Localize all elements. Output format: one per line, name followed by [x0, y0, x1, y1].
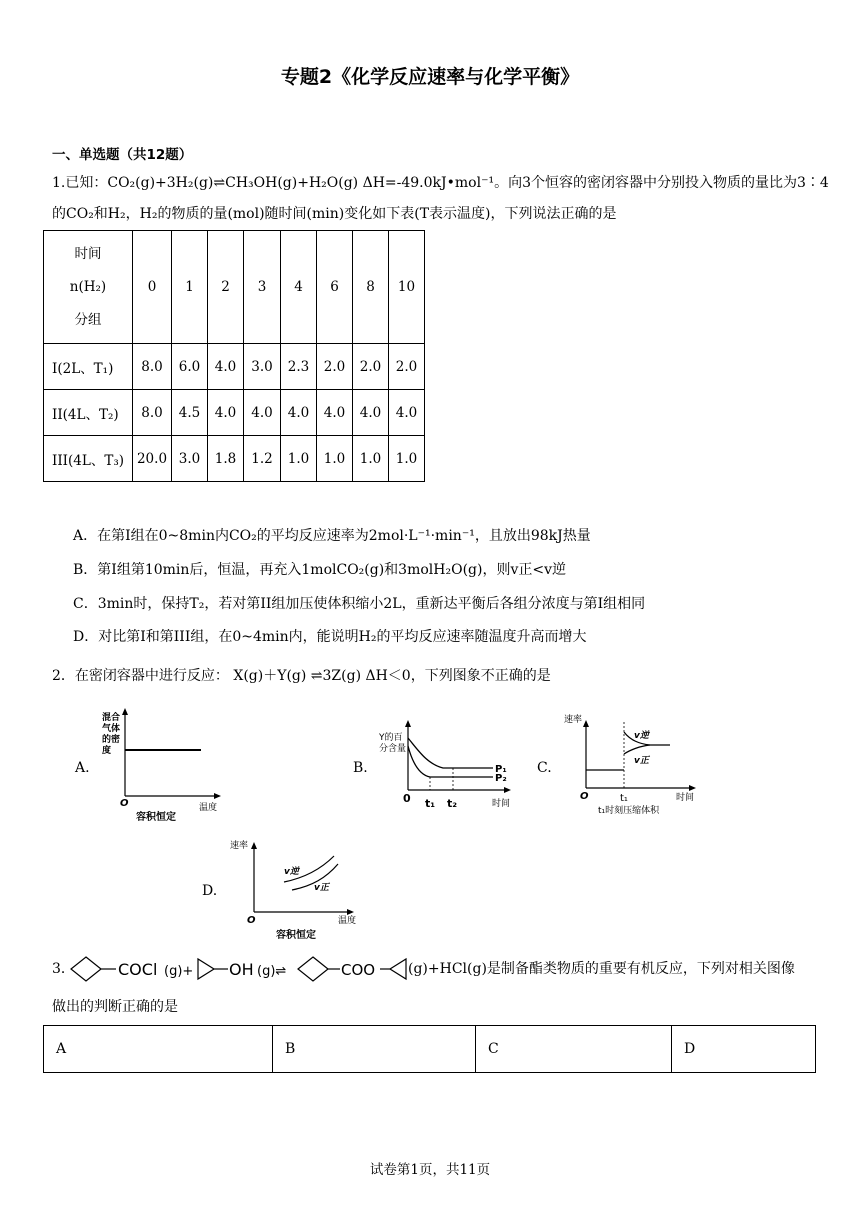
choice-cell-c: C	[476, 1026, 672, 1073]
table-cell: 3.0	[172, 436, 208, 482]
graph-d-xlabel: 温度	[338, 916, 357, 926]
q2-label-b: B.	[353, 760, 368, 776]
graph-b-origin: 0	[403, 792, 411, 805]
table-cell: 1.0	[353, 436, 389, 482]
q2-stem: 2．在密闭容器中进行反应： X(g)＋Y(g) ⇌3Z(g) ΔH＜0，下列图象不正确的是	[52, 668, 551, 684]
q3-formula-e: COO	[341, 961, 376, 979]
cyclopropyl-ring-icon	[198, 959, 214, 979]
graph-d-vrev: v逆	[284, 867, 299, 877]
graph-a-origin: O	[120, 798, 129, 809]
choice-cell-d: D	[672, 1026, 816, 1073]
q3-stem-line2: 做出的判断正确的是	[52, 999, 178, 1015]
graph-b-t2: t₂	[447, 797, 458, 810]
q3-stem-tail: (g)+HCl(g)是制备酯类物质的重要有机反应，下列对相关图像	[408, 961, 795, 977]
time-cell: 8	[353, 231, 389, 344]
graph-b-t1: t₁	[425, 797, 436, 810]
table-cell: 2.3	[281, 344, 317, 390]
table-cell: 1.0	[389, 436, 425, 482]
table-cell: 8.0	[133, 344, 172, 390]
q3-formula-d: (g)⇌	[257, 964, 287, 979]
table-cell: 4.0	[208, 344, 244, 390]
time-cell: 1	[172, 231, 208, 344]
table-cell: 2.0	[317, 344, 353, 390]
graph-a-ylabel-1: 混合	[102, 713, 121, 723]
q3-choice-table	[43, 1025, 816, 1073]
table-cell: 3.0	[244, 344, 281, 390]
q1-option-a: A．在第I组在0~8min内CO₂的平均反应速率为2mol·L⁻¹·min⁻¹，且放出98kJ热量	[73, 528, 591, 544]
table-cell: 1.2	[244, 436, 281, 482]
row-label: II(4L、T₂)	[44, 390, 133, 436]
table-cell: 8.0	[133, 390, 172, 436]
row-label: III(4L、T₃)	[44, 436, 133, 482]
q2-graph-b	[375, 720, 525, 815]
q2-label-d: D.	[202, 883, 218, 899]
header-group: 分组	[74, 311, 102, 328]
q1-data-table	[43, 230, 425, 482]
graph-c-ylabel: 速率	[564, 715, 583, 725]
cyclobutyl-ring-icon	[71, 957, 101, 981]
graph-c-origin: O	[580, 791, 589, 802]
graph-c-t1: t₁	[620, 793, 628, 804]
graph-a-xlabel: 温度	[199, 803, 218, 813]
q3-formula-c: OH	[229, 960, 254, 979]
table-cell: 4.0	[317, 390, 353, 436]
graph-d-caption: 容积恒定	[276, 930, 316, 941]
q3-formula-b: (g)+	[164, 964, 194, 979]
time-cell: 2	[208, 231, 244, 344]
table-row	[44, 344, 425, 390]
graph-c-vfwd: v正	[634, 756, 649, 766]
table-cell: 1.0	[317, 436, 353, 482]
q2-graph-d	[226, 832, 366, 944]
q2-label-c: C.	[537, 760, 552, 776]
section-heading: 一、单选题（共12题）	[52, 147, 193, 163]
choice-cell-a: A	[44, 1026, 273, 1073]
graph-c-caption: t₁时刻压缩体积	[598, 806, 660, 816]
q1-option-b: B．第I组第10min后，恒温，再充入1molCO₂(g)和3molH₂O(g)，则v正<v逆	[73, 562, 566, 578]
time-cell: 6	[317, 231, 353, 344]
table-cell: 4.0	[353, 390, 389, 436]
graph-d-ylabel: 速率	[230, 841, 249, 851]
page-title: 专题2《化学反应速率与化学平衡》	[280, 66, 580, 88]
graph-d-origin: O	[247, 915, 256, 926]
time-cell: 3	[244, 231, 281, 344]
time-cell: 4	[281, 231, 317, 344]
table-cell: 4.0	[208, 390, 244, 436]
table-cell: 1.0	[281, 436, 317, 482]
q1-stem-line2: 的CO₂和H₂，H₂的物质的量(mol)随时间(min)变化如下表(T表示温度)，下列说法正确的是	[52, 206, 617, 222]
time-cell: 0	[133, 231, 172, 344]
table-cell: 1.8	[208, 436, 244, 482]
graph-c-xlabel: 时间	[676, 793, 695, 803]
table-cell: 4.5	[172, 390, 208, 436]
q3-formula-a: COCl	[118, 960, 158, 979]
header-time: 时间	[74, 245, 102, 262]
graph-a-ylabel-2: 气体	[102, 724, 121, 734]
table-cell: 4.0	[281, 390, 317, 436]
q1-stem-line1: 1.已知：CO₂(g)+3H₂(g)⇌CH₃OH(g)+H₂O(g) ΔH=-49.0kJ•mol⁻¹。向3个恒容的密闭容器中分别投入物质的量比为3∶4	[52, 175, 829, 191]
time-cell: 10	[389, 231, 425, 344]
q2-graph-c	[562, 708, 712, 820]
graph-a-caption: 容积恒定	[136, 812, 176, 823]
graph-c-vrev: v逆	[634, 731, 649, 741]
graph-b-p2: P₂	[495, 773, 507, 784]
choice-cell-b: B	[273, 1026, 476, 1073]
q3-number: 3．	[52, 961, 75, 977]
q1-option-c: C．3min时，保持T₂，若对第II组加压使体积缩小2L，重新达平衡后各组分浓度与第I组相同	[73, 596, 646, 612]
graph-d-vfwd: v正	[314, 883, 329, 893]
q2-graph-a	[95, 708, 235, 826]
q2-label-a: A.	[75, 760, 90, 776]
header-n: n(H₂)	[69, 278, 107, 295]
row-label: I(2L、T₁)	[44, 344, 133, 390]
cyclopropyl-ring-icon	[390, 959, 406, 979]
table-row	[44, 436, 425, 482]
graph-b-ylabel-2: 分含量	[379, 744, 407, 754]
graph-b-xlabel: 时间	[492, 799, 511, 809]
q1-option-d: D．对比第I和第III组，在0~4min内，能说明H₂的平均反应速率随温度升高而增大	[73, 629, 587, 645]
table-cell: 20.0	[133, 436, 172, 482]
table-cell: 2.0	[353, 344, 389, 390]
table-cell: 4.0	[244, 390, 281, 436]
graph-a-ylabel-3: 的密	[102, 735, 121, 745]
cyclobutyl-ring-icon	[298, 957, 328, 981]
table-header-cell	[44, 231, 133, 344]
graph-b-ylabel-1: Y的百	[379, 733, 403, 743]
table-cell: 6.0	[172, 344, 208, 390]
graph-a-ylabel-4: 度	[102, 746, 112, 756]
table-row	[44, 390, 425, 436]
table-row	[44, 1026, 816, 1073]
graph-b-p1: P₁	[495, 764, 507, 775]
table-cell: 2.0	[389, 344, 425, 390]
page-footer: 试卷第1页，共11页	[369, 1162, 491, 1178]
table-cell: 4.0	[389, 390, 425, 436]
